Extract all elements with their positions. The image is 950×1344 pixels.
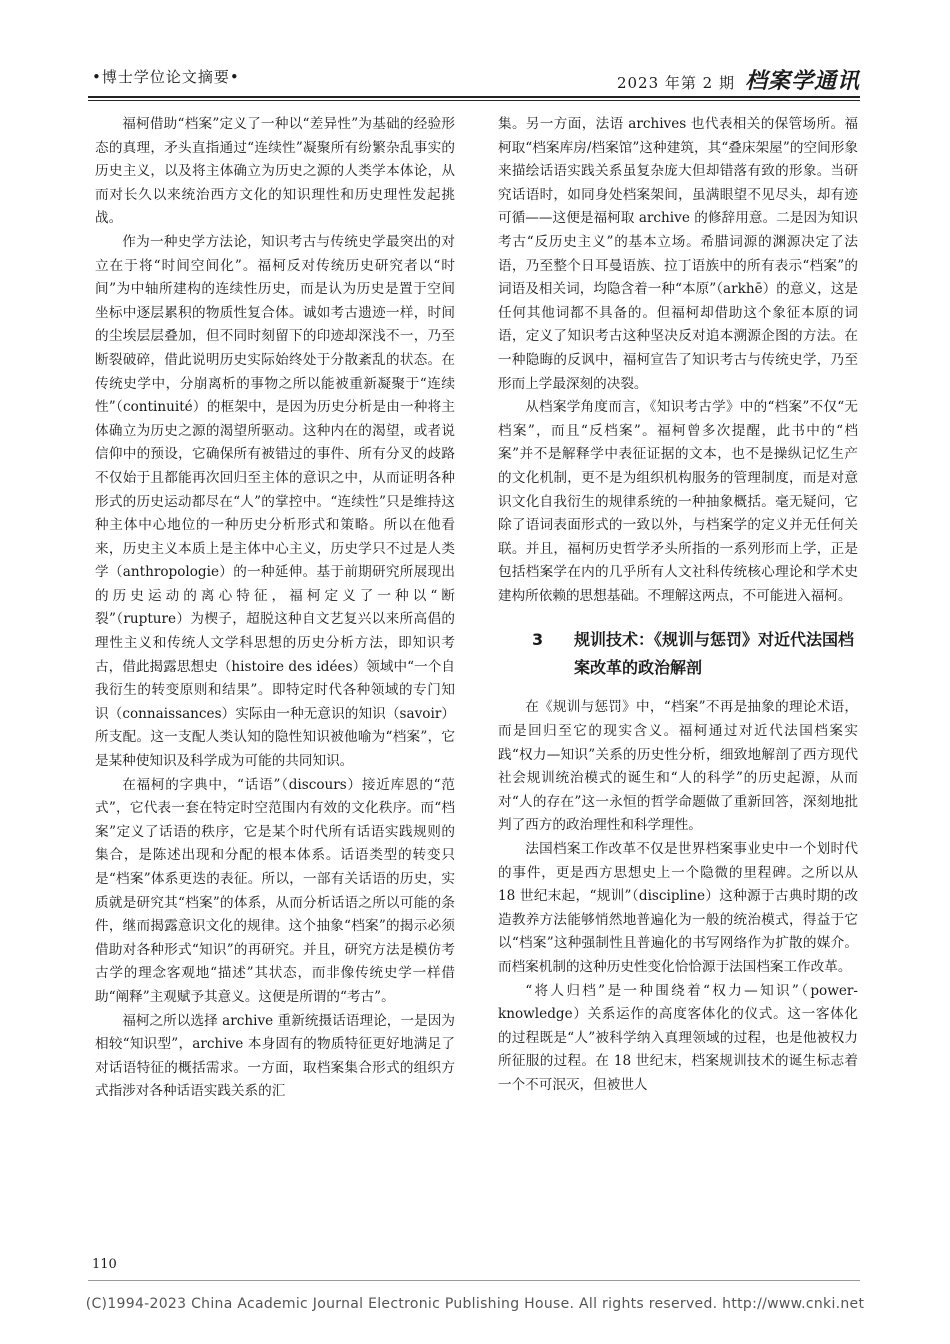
header-rule (88, 96, 860, 98)
copyright-footer: (C)1994-2023 China Academic Journal Electronic Publishing House. All rights reserved. http://www.cnki.net (85, 1296, 865, 1312)
running-header-right (617, 64, 860, 95)
paragraph: 在福柯的字典中，“话语”（discours）接近库恩的“范式”，它代表一套在特定时空范围内有效的文化秩序。而“档案”定义了话语的秩序，它是某个时代所有话语实践规则的集合，是陈述出现和分配的根本体系。话语类型的转变只是“档案”体系更迭的表征。所以，一部有关话语的历史，实质就是研究其“档案”的体系，从而分析话语之所以可能的条件，继而揭露意识文化的规律。这个抽象“档案”的揭示必须借助对各种形式“知识”的再研究。并且，研究方法是模仿考古学的理念客观地“描述”其状态，而非像传统史学一样借助“阐释”主观赋予其意义。这便是所谓的“考古”。 (95, 776, 455, 1005)
section-number: 3 (532, 630, 544, 650)
right-column (498, 113, 858, 1098)
paragraph: 在《规训与惩罚》中，“档案”不再是抽象的理论术语，而是回归至它的现实含义。福柯通过对近代法国档案实践“权力—知识”关系的历史性分析，细致地解剖了西方现代社会规训统治模式的诞生和“人的科学”的历史起源，从而对“人的存在”这一永恒的哲学命题做了重新回答，深刻地批判了西方的政治理性和科学理性。 (498, 699, 858, 834)
left-column (95, 113, 455, 1104)
paragraph: “将人归档”是一种围绕着“权力—知识”（power-knowledge）关系运作的高度客体化的仪式。这一客体化的过程既是“人”被科学纳入真理领域的过程，也是他被权力所征服的过程。在 18 世纪末，档案规训技术的诞生标志着一个不可泯灭，但被世人 (498, 982, 858, 1093)
paragraph: 从档案学角度而言，《知识考古学》中的“档案”不仅“无档案”，而且“反档案”。福柯曾多次提醒，此书中的“档案”并不是解释学中表征证据的文本，也不是操纵记忆生产的文化机制，更不是为组织机构服务的管理制度，而是对意识文化自我衍生的规律系统的一种抽象概括。毫无疑问，它除了语词表面形式的一致以外，与档案学的定义并无任何关联。并且，福柯历史哲学矛头所指的一系列形而上学，正是包括档案学在内的几乎所有人文社科传统核心理论和学术史建构所依赖的思想基础。不理解这两点，不可能进入福柯。 (498, 399, 858, 604)
page-number: 110 (92, 1257, 117, 1272)
paragraph: 福柯之所以选择 archive 重新统摄话语理论，一是因为相较“知识型”，archive 本身固有的物质特征更好地满足了对话语特征的概括需求。一方面，取档案集合形式的组织方式指涉对各种话语实践关系的汇 (95, 1012, 455, 1100)
paragraph-continuation: 集。另一方面，法语 archives 也代表相关的保管场所。福柯取“档案库房/档案馆”这种建筑，其“叠床架屋”的空间形象来描绘话语实践关系虽复杂庞大但却错落有致的形象。当研究话语时，如同身处档案架间，虽满眼望不见尽头，却有迹可循——这便是福柯取 archive 的修辞用意。二是因为知识考古“反历史主义”的基本立场。希腊词源的渊源决定了法语，乃至整个日耳曼语族、拉丁语族中的所有表示“档案”的词语及相关词，均隐含着一种“本原”（arkhē）的意义，这是任何其他词都不具备的。但福柯却借助这个象征本原的词语，定义了知识考古这种坚决反对追本溯源企图的方法。在一种隐晦的反讽中，福柯宣告了知识考古与传统史学，乃至形而上学最深刻的决裂。 (498, 116, 858, 392)
section-title: 规训技术：《规训与惩罚》对近代法国档案改革的政治解剖 (574, 630, 855, 678)
footer-rule (88, 1280, 860, 1281)
paragraph: 福柯借助“档案”定义了一种以“差异性”为基础的经验形态的真理，矛头直指通过“连续性”凝聚所有纷繁杂乱事实的历史主义，以及将主体确立为历史之源的人类学本体论，从而对长久以来统治西方文化的知识理性和历史理性发起挑战。 (95, 116, 455, 227)
header-rule-thin (88, 100, 860, 101)
journal-logo: 档案学通讯 (744, 68, 860, 94)
paragraph: 作为一种史学方法论，知识考古与传统史学最突出的对立在于将“时间空间化”。福柯反对传统历史研究者以“时间”为中轴所建构的连续性历史，而是认为历史是置于空间坐标中逐层累积的物质性复合体。诚如考古遗迹一样，时间的尘埃层层叠加，但不同时刻留下的印迹却深浅不一，乃至断裂破碎，借此说明历史实际始终处于分散紊乱的状态。在传统史学中，分崩离析的事物之所以能被重新凝聚于“连续性”（continuité）的框架中，是因为历史分析是由一种将主体确立为历史之源的渴望所驱动。这种内在的渴望，或者说信仰中的预设，它确保所有被错过的事件、所有分叉的歧路不仅始于且都能再次回归至主体的意识之中，从而证明各种形式的历史运动都尽在“人”的掌控中。“连续性”只是维持这种主体中心地位的一种历史分析形式和策略。所以在他看来，历史主义本质上是主体中心主义，历史学只不过是人类学（anthropologie）的一种延伸。基于前期研究所展现出的历史运动的离心特征，福柯定义了一种以“断裂”（rupture）为楔子，超脱这种自文艺复兴以来所高倡的理性主义和传统人文学科思想的历史分析方法，即知识考古，借此揭露思想史（histoire des idées）领域中“一个自我衍生的转变原则和结果”。即特定时代各种领域的专门知识（connaissances）实际由一种无意识的知识（savoir）所支配。这一支配人类认知的隐性知识被他喻为“档案”，它是某种使知识及科学成为可能的共同知识。 (95, 233, 455, 770)
issue-label: 2023 年第 2 期 (616, 74, 735, 92)
section-heading (498, 626, 858, 682)
paragraph: 法国档案工作改革不仅是世界档案事业史中一个划时代的事件，更是西方思想史上一个隐微的里程碑。之所以从 18 世纪末起，“规训”（discipline）这种源于古典时期的改造教养方法能够悄然地普遍化为一般的统治模式，得益于它以“档案”这种强制性且普遍化的书写网络作为扩散的媒介。而档案机制的这种历史性变化恰恰源于法国档案工作改革。 (498, 841, 858, 975)
running-header-section: •博士学位论文摘要• (92, 68, 240, 86)
